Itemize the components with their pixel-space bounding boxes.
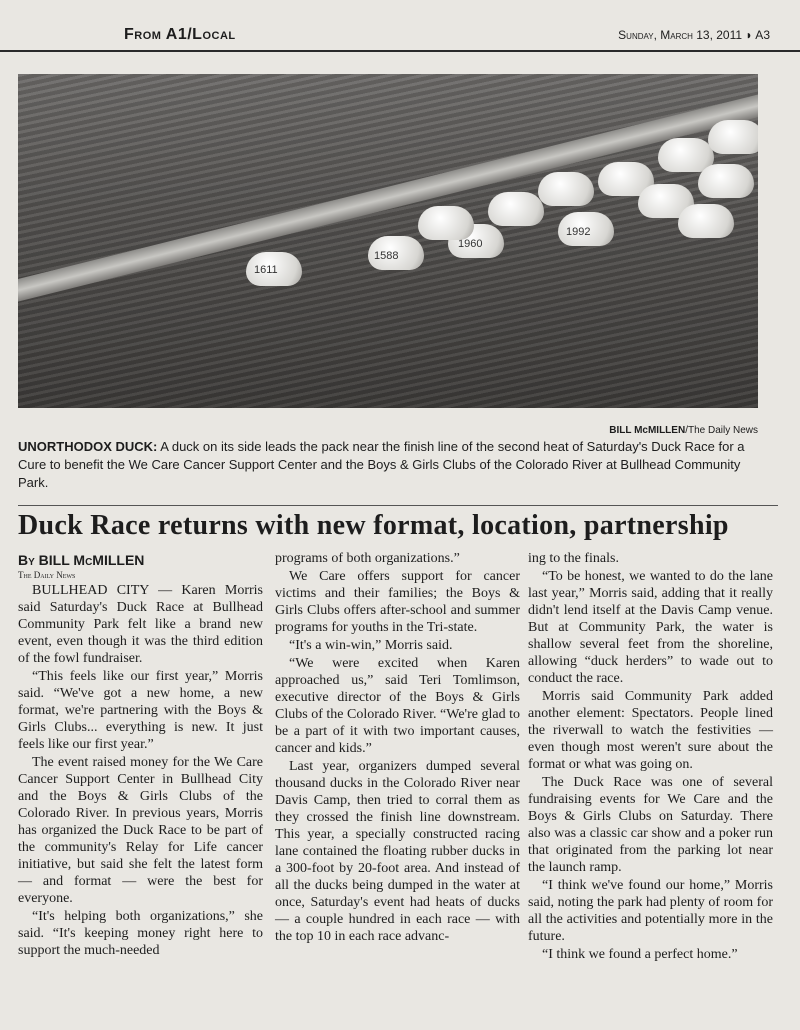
article-column-2 [275, 550, 520, 946]
caption-label: UNORTHODOX DUCK: [18, 439, 158, 454]
paragraph: The Duck Race was one of several fundraising events for We Care and the Boys & Girls Clubs on Saturday. There also was a classic car show and a poker run that originated from the parking lot near the launch ramp. [528, 775, 773, 875]
duck-number-tag: 1611 [254, 264, 278, 276]
duck [538, 172, 594, 206]
paragraph: The event raised money for the We Care Cancer Support Center in Bullhead City and the Boys & Girls Clubs of the Colorado River. In previous years, Morris has organized the Duck Race to be part of the community's Relay for Life cancer initiative, but said she felt the latest form — and format — were the best for everyone. [18, 755, 263, 906]
page-header [0, 18, 800, 52]
paragraph: “It's helping both organizations,” she said. “It's keeping money right here to support the much-needed [18, 909, 263, 958]
paragraph: “I think we found a perfect home.” [542, 947, 738, 962]
paragraph: “To be honest, we wanted to do the lane last year,” Morris said, adding that it really didn't lend itself at the Davis Camp venue. But at Community Park, the water is shallow several feet from the shoreline, allowing “duck herders” to wade out to conduct the race. [528, 569, 773, 686]
credit-org: /The Daily News [685, 425, 758, 436]
duck [418, 206, 474, 240]
credit-name: BILL McMILLEN [609, 425, 686, 436]
duck [708, 120, 758, 154]
paragraph: “This feels like our first year,” Morris said. “We've got a new home, a new format, we're partnering with the Boys & Girls Clubs... everything is new. It just feels like our first year.” [18, 669, 263, 752]
paragraph: We Care offers support for cancer victims and their families; the Boys & Girls Clubs offers after-school and summer programs for youths in the Tri-state. [275, 569, 520, 635]
paragraph: ing to the finals. [528, 551, 619, 566]
article-column-3 [528, 550, 773, 964]
photo-credit [609, 425, 758, 436]
paragraph: programs of both organizations.” [275, 551, 460, 566]
paragraph: “It's a win-win,” Morris said. [289, 638, 453, 653]
divider [18, 505, 778, 506]
paragraph: Last year, organizers dumped several thousand ducks in the Colorado River near Davis Camp, then tried to corral them as they crossed the finish line downstream. This year, a specially constructed racing lane contained the floating rubber ducks in a 300-foot by 20-foot area. And instead of all the ducks being dumped in the water at once, Saturday's event had heats of ducks — a couple hundred in each race — with the top 10 in each race advanc- [275, 759, 520, 944]
section-label: From A1/Local [124, 26, 236, 43]
duck-race-photo [18, 74, 758, 408]
duck-number-tag: 1588 [374, 250, 399, 262]
duck [698, 164, 754, 198]
duck [488, 192, 544, 226]
photo-caption [18, 438, 768, 492]
article-column-1 [18, 582, 263, 960]
paragraph: “I think we've found our home,” Morris said, noting the park had plenty of room for all the activities and potentially more in the future. [528, 878, 773, 944]
paragraph: Morris said Community Park added another element: Spectators. People lined the riverwall to watch the festivities — even though most weren't sure about the format or what was going on. [528, 689, 773, 772]
byline-org: The Daily News [18, 570, 76, 580]
dateline: Sunday, March 13, 2011 ◗ A3 [618, 28, 770, 42]
caption-text: A duck on its side leads the pack near the finish line of the second heat of Saturday's Duck Race for a Cure to benefit the We Care Cancer Support Center and the Boys & Girls Clubs of the Colorado River at Bullhead Community Park. [18, 439, 745, 490]
byline: By BILL McMILLEN [18, 552, 145, 568]
duck-number-tag: 1960 [458, 238, 483, 250]
paragraph: BULLHEAD CITY — Karen Morris said Saturday's Duck Race at Bullhead Community Park felt like a brand new event, even though it was the third edition of the fowl fundraiser. [18, 583, 263, 666]
article-headline: Duck Race returns with new format, location, partnership [18, 510, 729, 541]
duck [678, 204, 734, 238]
duck-number-tag: 1992 [566, 226, 591, 238]
paragraph: “We were excited when Karen approached us,” said Teri Tomlimson, executive director of the Boys & Girls Clubs of the Colorado River. “We're glad to be a part of it with two important causes, cancer and kids.” [275, 656, 520, 756]
